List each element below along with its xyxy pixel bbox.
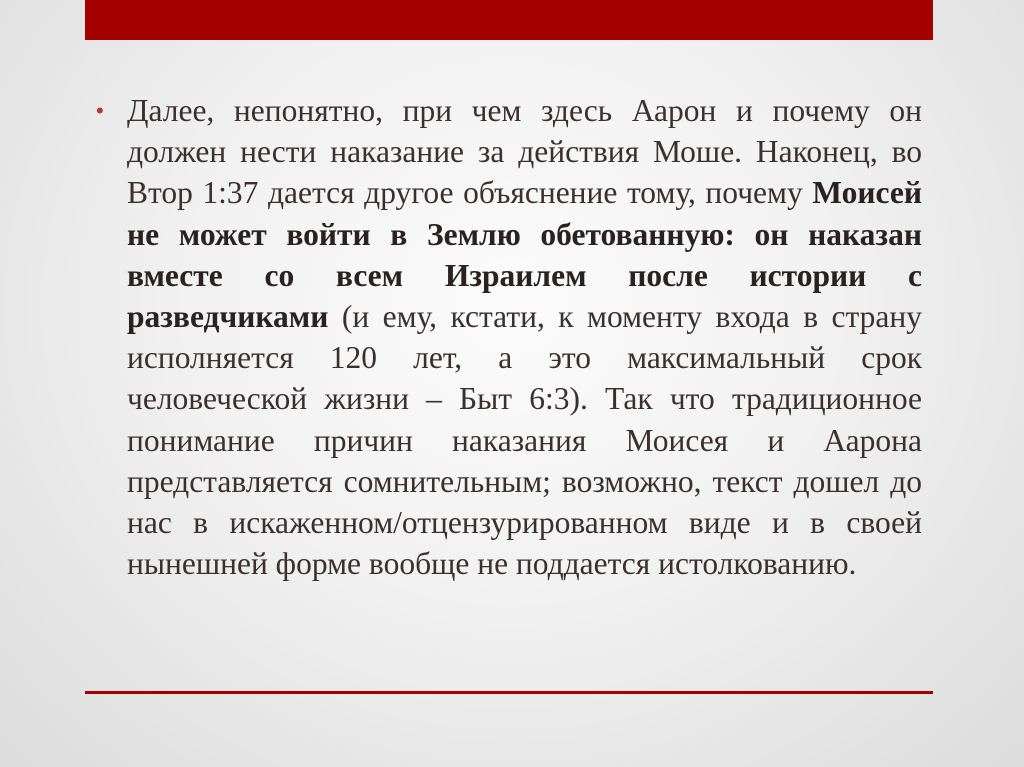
top-accent-bar xyxy=(85,0,933,40)
slide-content xyxy=(96,90,922,584)
bullet-dot-icon: • xyxy=(96,98,104,123)
paragraph-bold-emphasis: Моисей не может войти в Землю обетованную: он наказан вместе со всем Израилем после истории с разведчиками xyxy=(127,175,922,335)
body-paragraph xyxy=(127,90,922,584)
bottom-accent-rule xyxy=(85,691,933,694)
bullet-item xyxy=(96,90,922,584)
paragraph-text-end: (и ему, кстати, к моменту входа в страну исполняется 120 лет, а это максимальный срок человеческой жизни – Быт 6:3). Так что традиционное понимание причин наказания Моисея и Аарона представляется сомнительным; возможно, текст дошел до нас в искаженном/отцензурированном виде и в своей нынешней форме вообще не поддается истолкованию. xyxy=(127,299,922,582)
paragraph-text-start: Далее, непонятно, при чем здесь Аарон и почему он должен нести наказание за действия Моше. Наконец, во Втор 1:37 дается другое объяснение тому, почему xyxy=(127,93,922,211)
